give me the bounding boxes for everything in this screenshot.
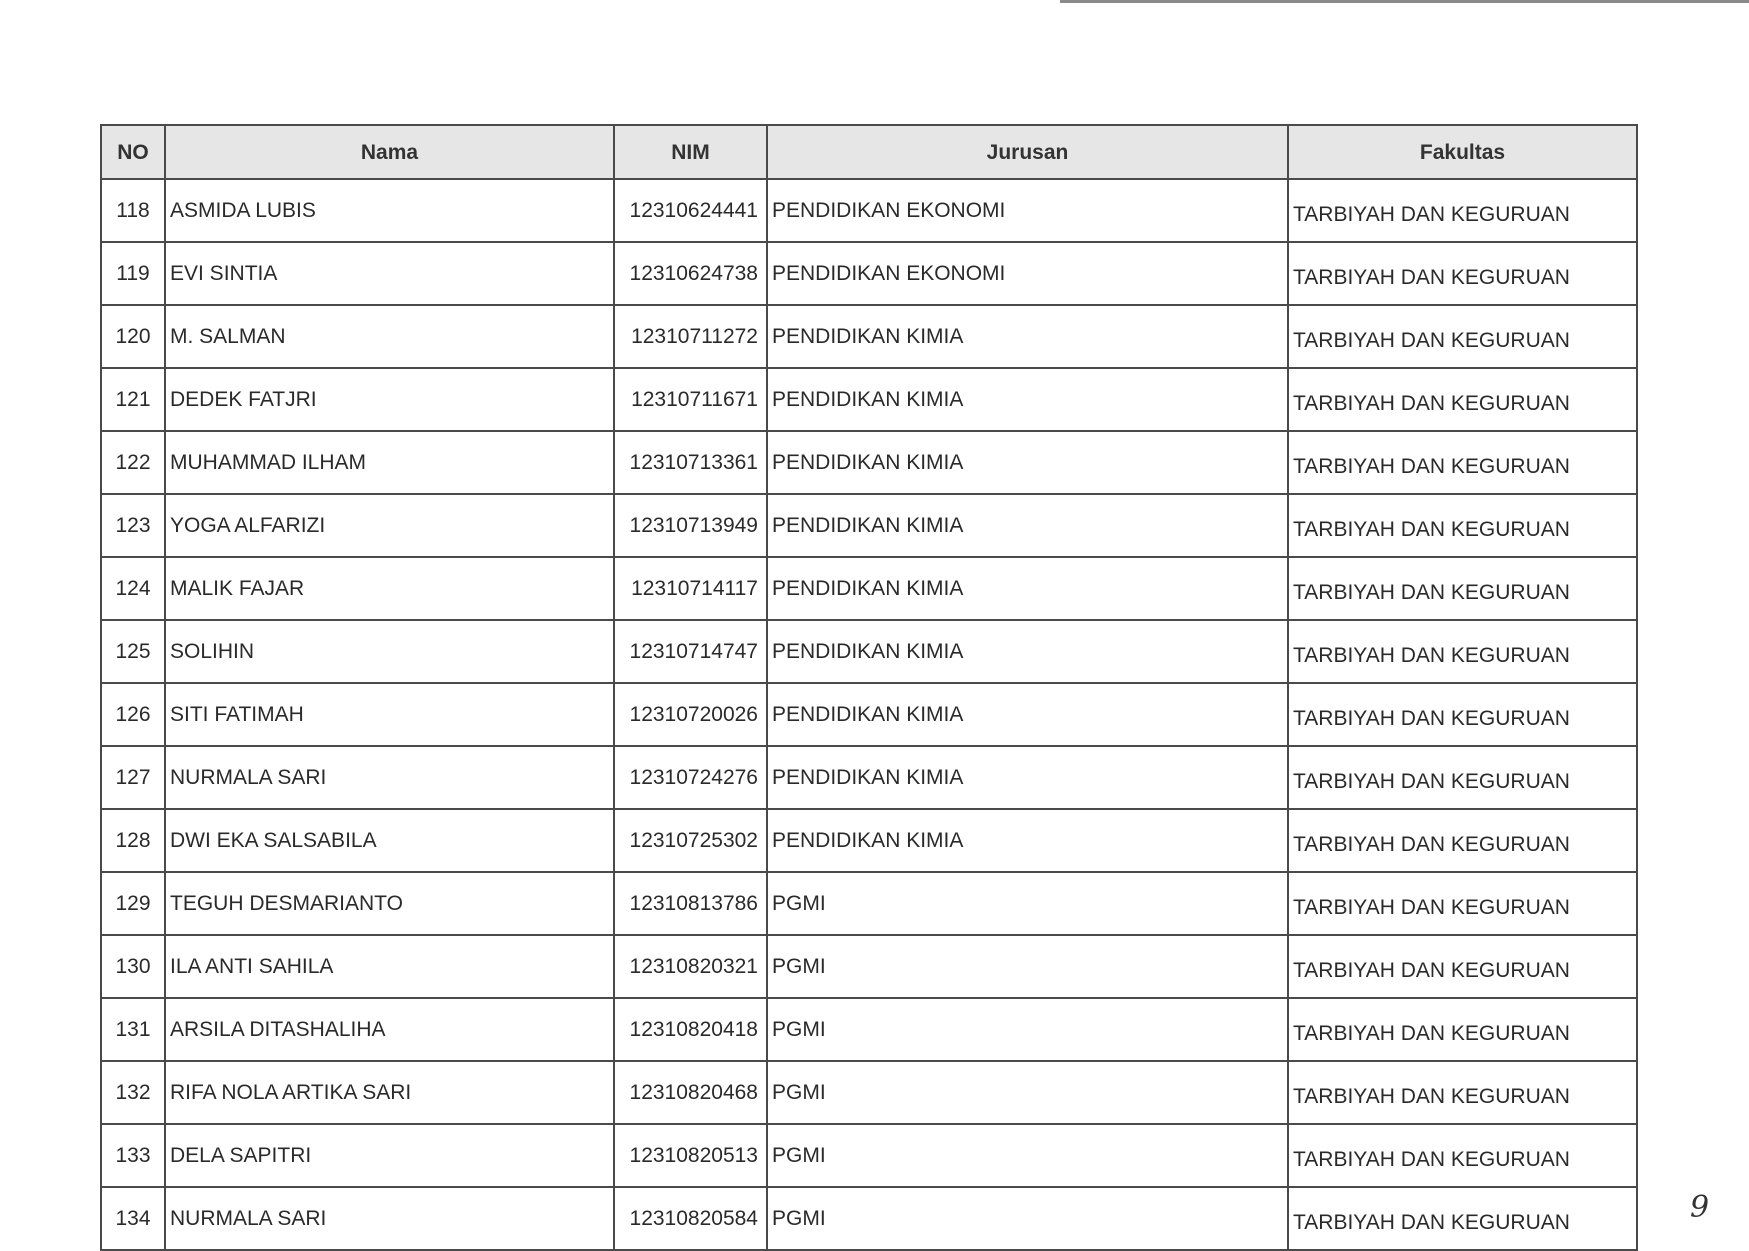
cell-nim: 12310820321 — [614, 935, 767, 998]
table-row — [101, 557, 1637, 620]
cell-nama: DEDEK FATJRI — [165, 368, 614, 431]
cell-fakultas: TARBIYAH DAN KEGURUAN — [1288, 242, 1637, 305]
cell-nim: 12310820513 — [614, 1124, 767, 1187]
cell-nama: M. SALMAN — [165, 305, 614, 368]
cell-no: 124 — [101, 557, 165, 620]
cell-nama: MUHAMMAD ILHAM — [165, 431, 614, 494]
cell-no: 127 — [101, 746, 165, 809]
cell-nama: NURMALA SARI — [165, 1187, 614, 1250]
cell-jurusan: PGMI — [767, 998, 1288, 1061]
cell-nim: 12310714117 — [614, 557, 767, 620]
table-row — [101, 935, 1637, 998]
cell-fakultas: TARBIYAH DAN KEGURUAN — [1288, 683, 1637, 746]
table-row — [101, 620, 1637, 683]
cell-jurusan: PGMI — [767, 872, 1288, 935]
cell-nama: EVI SINTIA — [165, 242, 614, 305]
cell-nim: 12310813786 — [614, 872, 767, 935]
cell-nama: ASMIDA LUBIS — [165, 179, 614, 242]
header-nama: Nama — [165, 125, 614, 179]
cell-fakultas: TARBIYAH DAN KEGURUAN — [1288, 620, 1637, 683]
cell-nim: 12310820584 — [614, 1187, 767, 1250]
table-row — [101, 683, 1637, 746]
table-row — [101, 242, 1637, 305]
header-row — [101, 125, 1637, 179]
cell-no: 125 — [101, 620, 165, 683]
cell-nama: RIFA NOLA ARTIKA SARI — [165, 1061, 614, 1124]
cell-nim: 12310820468 — [614, 1061, 767, 1124]
table-row — [101, 872, 1637, 935]
cell-fakultas: TARBIYAH DAN KEGURUAN — [1288, 935, 1637, 998]
cell-fakultas: TARBIYAH DAN KEGURUAN — [1288, 368, 1637, 431]
cell-nama: ARSILA DITASHALIHA — [165, 998, 614, 1061]
table-row — [101, 368, 1637, 431]
table-row — [101, 305, 1637, 368]
cell-nim: 12310720026 — [614, 683, 767, 746]
cell-no: 131 — [101, 998, 165, 1061]
cell-fakultas: TARBIYAH DAN KEGURUAN — [1288, 557, 1637, 620]
cell-jurusan: PGMI — [767, 935, 1288, 998]
table-row — [101, 1061, 1637, 1124]
cell-fakultas: TARBIYAH DAN KEGURUAN — [1288, 179, 1637, 242]
cell-no: 133 — [101, 1124, 165, 1187]
cell-no: 122 — [101, 431, 165, 494]
table-row — [101, 809, 1637, 872]
cell-fakultas: TARBIYAH DAN KEGURUAN — [1288, 494, 1637, 557]
cell-jurusan: PGMI — [767, 1061, 1288, 1124]
cell-nim: 12310725302 — [614, 809, 767, 872]
cell-jurusan: PENDIDIKAN KIMIA — [767, 809, 1288, 872]
cell-no: 119 — [101, 242, 165, 305]
table-row — [101, 998, 1637, 1061]
cell-nim: 12310724276 — [614, 746, 767, 809]
table-body — [101, 179, 1637, 1250]
cell-nama: SOLIHIN — [165, 620, 614, 683]
cell-fakultas: TARBIYAH DAN KEGURUAN — [1288, 431, 1637, 494]
cell-no: 121 — [101, 368, 165, 431]
cell-jurusan: PENDIDIKAN KIMIA — [767, 368, 1288, 431]
cell-no: 132 — [101, 1061, 165, 1124]
table-row — [101, 1187, 1637, 1250]
cell-jurusan: PENDIDIKAN KIMIA — [767, 494, 1288, 557]
cell-no: 129 — [101, 872, 165, 935]
table-row — [101, 179, 1637, 242]
cell-nim: 12310711671 — [614, 368, 767, 431]
cell-no: 120 — [101, 305, 165, 368]
cell-nama: DWI EKA SALSABILA — [165, 809, 614, 872]
cell-jurusan: PENDIDIKAN KIMIA — [767, 431, 1288, 494]
cell-fakultas: TARBIYAH DAN KEGURUAN — [1288, 872, 1637, 935]
cell-fakultas: TARBIYAH DAN KEGURUAN — [1288, 305, 1637, 368]
cell-fakultas: TARBIYAH DAN KEGURUAN — [1288, 1187, 1637, 1250]
cell-no: 118 — [101, 179, 165, 242]
cell-nim: 12310820418 — [614, 998, 767, 1061]
cell-nim: 12310624441 — [614, 179, 767, 242]
table-row — [101, 431, 1637, 494]
cell-jurusan: PENDIDIKAN EKONOMI — [767, 242, 1288, 305]
cell-no: 126 — [101, 683, 165, 746]
header-no: NO — [101, 125, 165, 179]
cell-no: 130 — [101, 935, 165, 998]
cell-no: 134 — [101, 1187, 165, 1250]
cell-jurusan: PENDIDIKAN KIMIA — [767, 683, 1288, 746]
cell-nim: 12310713949 — [614, 494, 767, 557]
cell-jurusan: PENDIDIKAN KIMIA — [767, 620, 1288, 683]
cell-nama: TEGUH DESMARIANTO — [165, 872, 614, 935]
cell-jurusan: PGMI — [767, 1187, 1288, 1250]
table-row — [101, 1124, 1637, 1187]
cell-jurusan: PENDIDIKAN KIMIA — [767, 746, 1288, 809]
cell-no: 128 — [101, 809, 165, 872]
cell-jurusan: PENDIDIKAN KIMIA — [767, 305, 1288, 368]
cell-nim: 12310624738 — [614, 242, 767, 305]
cell-nama: ILA ANTI SAHILA — [165, 935, 614, 998]
cell-nim: 12310713361 — [614, 431, 767, 494]
cell-jurusan: PENDIDIKAN KIMIA — [767, 557, 1288, 620]
cell-nim: 12310714747 — [614, 620, 767, 683]
cell-nama: MALIK FAJAR — [165, 557, 614, 620]
page-number: 9 — [1690, 1190, 1710, 1225]
cell-fakultas: TARBIYAH DAN KEGURUAN — [1288, 1061, 1637, 1124]
scan-edge-mark — [1060, 0, 1749, 3]
cell-fakultas: TARBIYAH DAN KEGURUAN — [1288, 998, 1637, 1061]
header-nim: NIM — [614, 125, 767, 179]
header-jurusan: Jurusan — [767, 125, 1288, 179]
cell-fakultas: TARBIYAH DAN KEGURUAN — [1288, 746, 1637, 809]
cell-nama: DELA SAPITRI — [165, 1124, 614, 1187]
header-fakultas: Fakultas — [1288, 125, 1637, 179]
cell-nim: 12310711272 — [614, 305, 767, 368]
student-table — [100, 124, 1638, 1251]
cell-fakultas: TARBIYAH DAN KEGURUAN — [1288, 809, 1637, 872]
table-row — [101, 494, 1637, 557]
cell-fakultas: TARBIYAH DAN KEGURUAN — [1288, 1124, 1637, 1187]
cell-nama: SITI FATIMAH — [165, 683, 614, 746]
table-row — [101, 746, 1637, 809]
cell-jurusan: PENDIDIKAN EKONOMI — [767, 179, 1288, 242]
table-header — [101, 125, 1637, 179]
cell-jurusan: PGMI — [767, 1124, 1288, 1187]
cell-no: 123 — [101, 494, 165, 557]
cell-nama: YOGA ALFARIZI — [165, 494, 614, 557]
cell-nama: NURMALA SARI — [165, 746, 614, 809]
